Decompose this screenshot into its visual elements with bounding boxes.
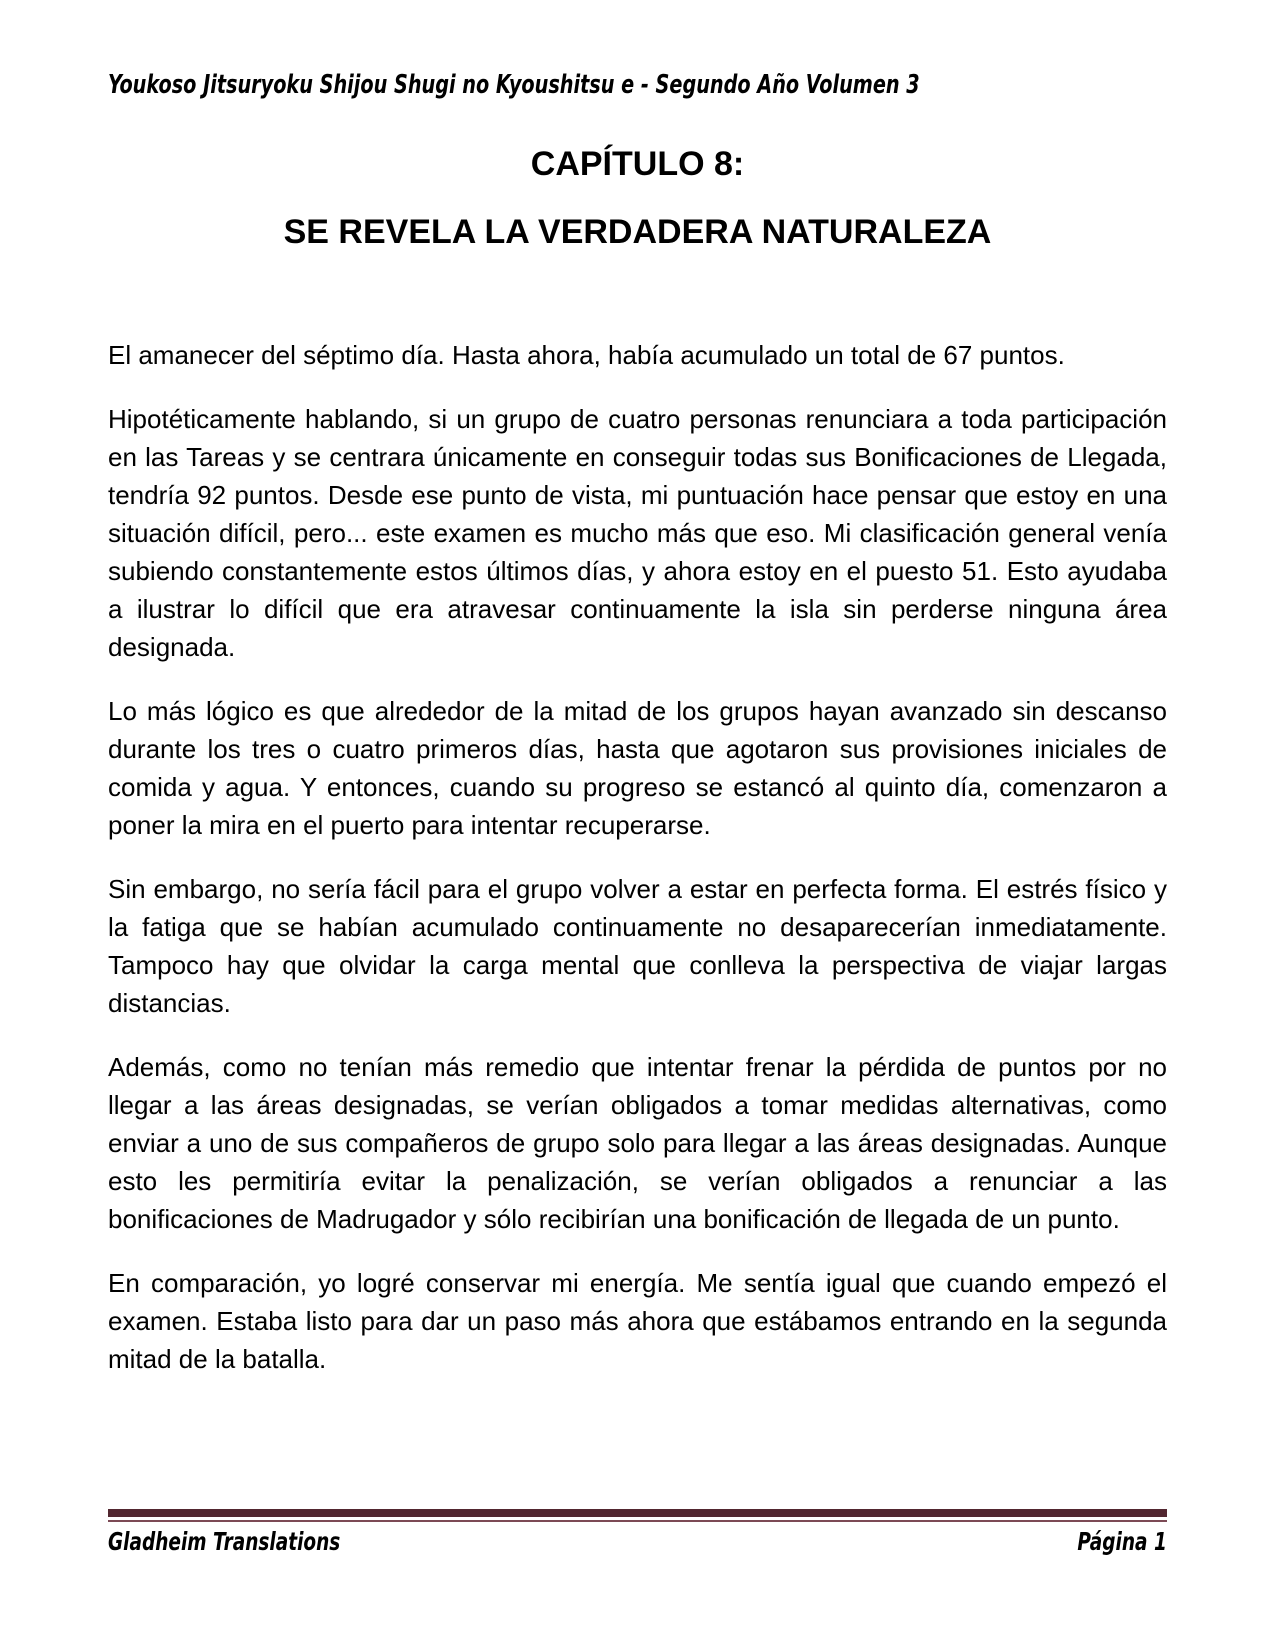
chapter-number-heading: CAPÍTULO 8: [530, 145, 745, 183]
body-text [108, 336, 1167, 1378]
footer-translator-credit: Gladheim Translations [108, 1527, 341, 1556]
chapter-title-heading: SE REVELA LA VERDADERA NATURALEZA [283, 213, 992, 251]
page-header-title: Youkoso Jitsuryoku Shijou Shugi no Kyoushitsu e - Segundo Año Volumen 3 [108, 70, 920, 100]
paragraph: El amanecer del séptimo día. Hasta ahora, había acumulado un total de 67 puntos. [108, 340, 1065, 370]
footer-page-number: Página 1 [1077, 1527, 1167, 1556]
paragraph: Además, como no tenían más remedio que intentar frenar la pérdida de puntos por no llegar a las áreas designadas, se verían obligados a tomar medidas alternativas, como enviar a uno de sus compañeros de grupo solo para llegar a las áreas designadas. Aunque esto les permitiría evitar la penalización, se verían obligados a renunciar a las bonificaciones de Madrugador y sólo recibirían una bonificación de llegada de un punto. [108, 1052, 1167, 1234]
paragraph: Lo más lógico es que alrededor de la mitad de los grupos hayan avanzado sin descanso durante los tres o cuatro primeros días, hasta que agotaron sus provisiones iniciales de comida y agua. Y entonces, cuando su progreso se estancó al quinto día, comenzaron a poner la mira en el puerto para intentar recuperarse. [108, 696, 1167, 840]
page-header [108, 72, 1167, 98]
footer-text-row [108, 1529, 1167, 1555]
paragraph: Sin embargo, no sería fácil para el grupo volver a estar en perfecta forma. El estrés físico y la fatiga que se habían acumulado continuamente no desaparecerían inmediatamente. Tampoco hay que olvidar la carga mental que conlleva la perspectiva de viajar largas distancias. [108, 874, 1167, 1018]
footer-rule-thin [108, 1520, 1167, 1522]
page-footer [108, 1509, 1167, 1555]
paragraph: En comparación, yo logré conservar mi energía. Me sentía igual que cuando empezó el examen. Estaba listo para dar un paso más ahora que estábamos entrando en la segunda mitad de la batalla. [108, 1268, 1167, 1374]
footer-rule-thick [108, 1509, 1167, 1517]
paragraph: Hipotéticamente hablando, si un grupo de cuatro personas renunciara a toda participación en las Tareas y se centrara únicamente en conseguir todas sus Bonificaciones de Llegada, tendría 92 puntos. Desde ese punto de vista, mi puntuación hace pensar que estoy en una situación difícil, pero... este examen es mucho más que eso. Mi clasificación general venía subiendo constantemente estos últimos días, y ahora estoy en el puesto 51. Esto ayudaba a ilustrar lo difícil que era atravesar continuamente la isla sin perderse ninguna área designada. [108, 404, 1167, 662]
